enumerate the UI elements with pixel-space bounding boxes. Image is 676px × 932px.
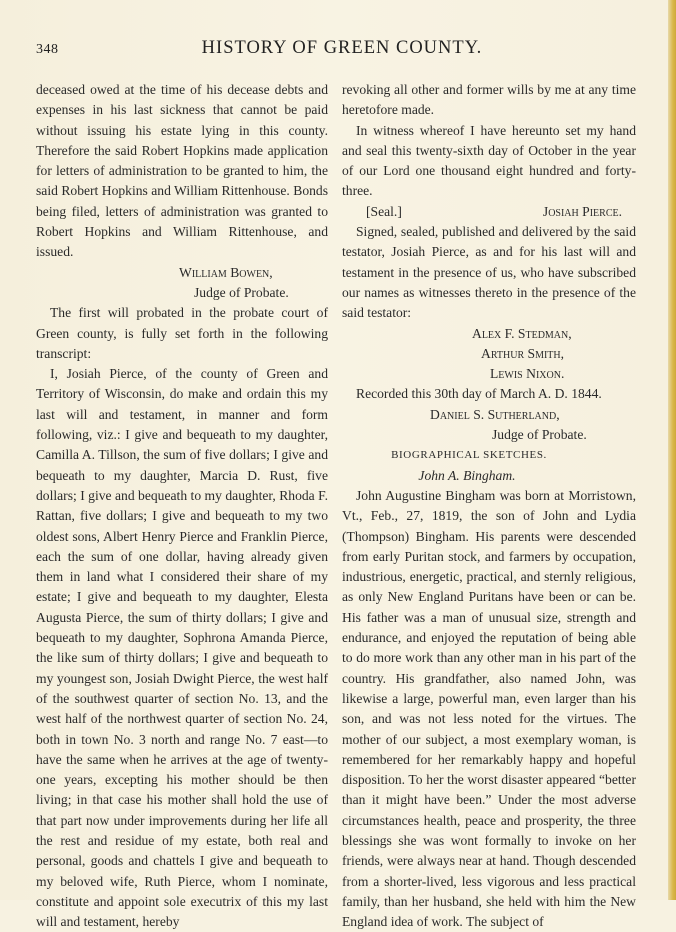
paragraph-revoking: revoking all other and former wills by me at any time heretofore made.: [342, 82, 636, 118]
judge-name: Daniel S. Sutherland,: [430, 406, 560, 422]
paragraph-first-will: The first will probated in the probate court of Green county, is fully set forth in the following transcript:: [36, 305, 328, 361]
signature-title: Judge of Probate.: [194, 284, 289, 300]
running-title: HISTORY OF GREEN COUNTY.: [201, 38, 483, 58]
section-title: BIOGRAPHICAL SKETCHES.: [391, 449, 547, 462]
left-column: [36, 80, 328, 932]
recorded-line: Recorded this 30th day of March A. D. 1844.: [356, 386, 602, 402]
right-column: [342, 80, 636, 932]
paragraph-will-text: I, Josiah Pierce, of the county of Green and Territory of Wisconsin, do make and ordain this my last will and testament, in manner and form following, viz.: I give and bequeath to my daughter, Camilla A. Tillson, the sum of five dollars; I give and bequeath to my daughter, Marcia D. Rust, five dollars; I give and bequeath to my daughter, Rhoda F. Rattan, five dollars; I give and bequeath to my two oldest sons, Albert Henry Pierce and Franklin Pierce, each the sum of one dollar, having already given them in land what I considered their share of my estate; I give and bequeath to my daughter, Elesta Augusta Pierce, the sum of thirty dollars; I give and bequeath to my daughter, Sophrona Amanda Pierce, the like sum of thirty dollars; I give and bequeath to my youngest son, Josiah Dwight Pierce, the west half of the southwest quarter of section No. 13, and the west half of the northwest quarter of section No. 24, both in town No. 3 north and range No. 7 east—to have the same when he arrives at the age of twenty-one years, excepting his mother should be then living; in that case his mother shall hold the use of that part now under improvements during her life all the rest and residue of my estate, both real and personal, goods and chattels I give and bequeath to my beloved wife, Ruth Pierce, whom I nominate, constitute and appoint sole executrix of this my last will and testament, hereby: [36, 366, 328, 930]
judge-title: Judge of Probate.: [492, 427, 587, 443]
paragraph-administration: deceased owed at the time of his decease debts and expenses in his last sickness that cannot be paid without issuing his estate lying in this county. Therefore the said Robert Hopkins made application for letters of administration to be granted to him, the said Robert Hopkins and William Rittenhouse. Bonds being filed, letters of administration was granted to Robert Hopkins and William Rittenhouse, and issued.: [36, 82, 328, 260]
witness-1: Alex F. Stedman,: [472, 325, 572, 341]
paragraph-signed-sealed: Signed, sealed, published and delivered by the said testator, Josiah Pierce, as and for his last will and testament in the presence of us, who have subscribed our names as witnesses thereto in the presence of the said testator:: [342, 224, 636, 321]
seal-line: [342, 202, 636, 222]
paragraph-witness-whereof: In witness whereof I have hereunto set my hand and seal this twenty-sixth day of October in the year of our Lord one thousand eight hundred and forty-three.: [342, 122, 636, 199]
witness-3: Lewis Nixon.: [490, 366, 565, 382]
page-number: 348: [36, 42, 59, 57]
sketch-subhead: John A. Bingham.: [418, 467, 516, 483]
testator-name: Josiah Pierce.: [542, 203, 622, 219]
paragraph-biography: John Augustine Bingham was born at Morristown, Vt., Feb., 27, 1819, the son of John and Lydia (Thompson) Bingham. His parents were descended from early Puritan stock, and farmers by occupation, industrious, energetic, practical, and sternly religious, as only New England Puritans have been or can be. His father was a man of unusual size, strength and endurance, and enjoyed the reputation of being able to do more work than any other man in his part of the country. His grandfather, also named John, was likewise a large, powerful man, even larger than his son, and was not less noted for the virtues. The mother of our subject, a most exemplary woman, is remembered for her remarkably happy and hopeful disposition. To her the worst disaster appeared “better than it might have been.” Under the most adverse circumstances health, peace and prosperity, the three blessings she was wont formally to invoke on her friends, were always near at hand. Though descended from a shorter-lived, less vigorous and less practical family, than her husband, she held with him the New England idea of work. The subject of: [342, 487, 636, 930]
witness-2: Arthur Smith,: [481, 345, 565, 361]
signature-name: William Bowen,: [179, 264, 273, 280]
seal-label: [Seal.]: [366, 203, 402, 219]
page-header: [36, 38, 648, 62]
page-edge: [668, 0, 676, 900]
